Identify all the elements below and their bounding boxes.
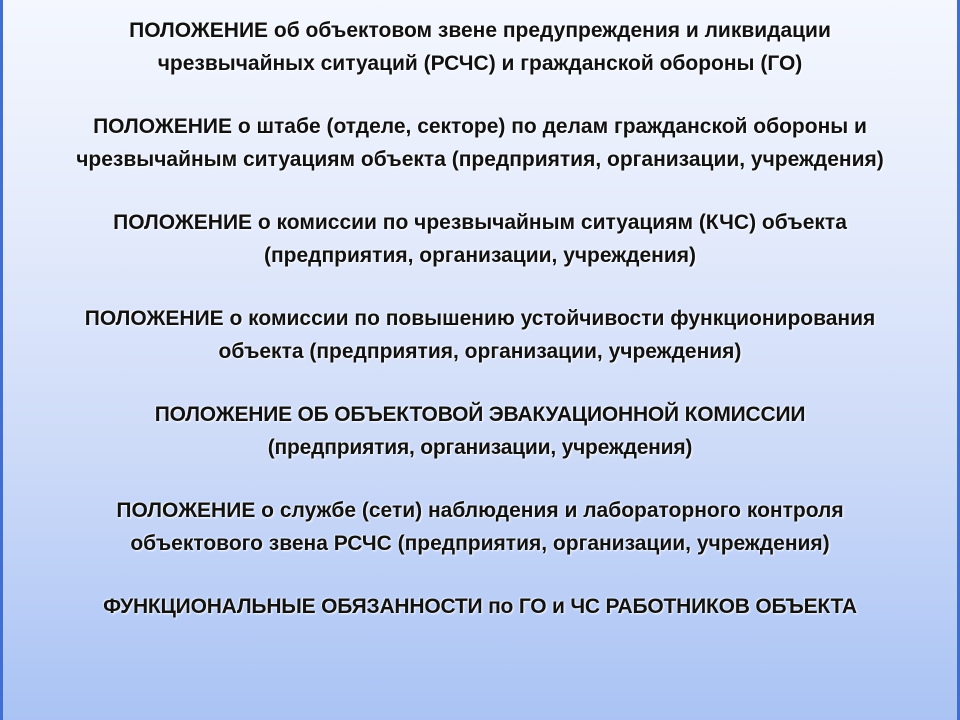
heading-line: ПОЛОЖЕНИЕ ОБ ОБЪЕКТОВОЙ ЭВАКУАЦИОННОЙ КОМИССИИ: [154, 403, 806, 426]
heading-line: (предприятия, организации, учреждения): [263, 244, 697, 267]
heading-line: ПОЛОЖЕНИЕ о штабе (отделе, секторе) по делам гражданской обороны и: [93, 115, 867, 138]
heading-line: объекта (предприятия, организации, учреждения): [218, 340, 742, 363]
heading-emergency-commission-regulation: [3, 206, 957, 272]
heading-line: чрезвычайным ситуациям объекта (предприятия, организации, учреждения): [76, 148, 884, 171]
heading-line: объектового звена РСЧС (предприятия, организации, учреждения): [130, 532, 830, 555]
heading-headquarters-regulation: [3, 110, 957, 176]
heading-line: ПОЛОЖЕНИЕ о службе (сети) наблюдения и лабораторного контроля: [116, 499, 844, 522]
heading-evacuation-commission-regulation: [3, 398, 957, 464]
heading-object-link-regulation: [3, 14, 957, 80]
heading-line: ФУНКЦИОНАЛЬНЫЕ ОБЯЗАННОСТИ по ГО и ЧС РАБОТНИКОВ ОБЪЕКТА: [103, 595, 857, 618]
heading-line: (предприятия, организации, учреждения): [267, 436, 693, 459]
heading-stability-commission-regulation: [3, 302, 957, 368]
heading-line: ПОЛОЖЕНИЕ о комиссии по повышению устойчивости функционирования: [84, 307, 876, 330]
heading-line: ПОЛОЖЕНИЕ об объектовом звене предупреждения и ликвидации: [129, 19, 831, 42]
heading-line: чрезвычайных ситуаций (РСЧС) и гражданской обороны (ГО): [157, 52, 803, 75]
heading-monitoring-service-regulation: [3, 494, 957, 560]
heading-line: ПОЛОЖЕНИЕ о комиссии по чрезвычайным ситуациям (КЧС) объекта: [113, 211, 847, 234]
heading-functional-duties: [3, 590, 957, 623]
